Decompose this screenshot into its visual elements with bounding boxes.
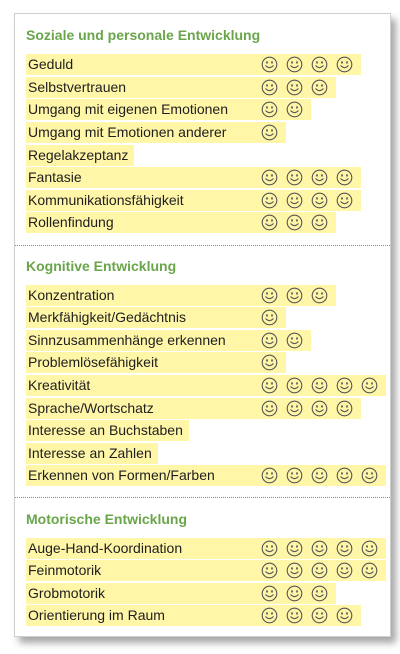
item-label: Regelakzeptanz — [28, 147, 129, 163]
smiley-icon — [261, 101, 278, 118]
list-item — [26, 330, 311, 351]
smiley-icon — [311, 400, 328, 417]
smiley-icon — [286, 540, 303, 557]
smiley-icon — [261, 585, 278, 602]
smiley-icon — [261, 467, 278, 484]
list-item — [26, 583, 336, 604]
item-label: Rollenfindung — [28, 214, 114, 230]
smiley-icon — [286, 377, 303, 394]
smiley-icon — [361, 540, 378, 557]
list-item — [26, 307, 286, 328]
smiley-icon — [261, 332, 278, 349]
smiley-icon — [286, 332, 303, 349]
item-label: Grobmotorik — [28, 585, 106, 601]
smiley-icon — [261, 56, 278, 73]
smiley-icon — [311, 562, 328, 579]
smiley-icon — [286, 585, 303, 602]
smiley-icon — [361, 467, 378, 484]
smiley-icon — [286, 287, 303, 304]
smiley-icon — [311, 585, 328, 602]
smiley-icon — [286, 400, 303, 417]
smiley-icon — [311, 540, 328, 557]
smiley-icon — [336, 192, 353, 209]
smiley-icon — [286, 214, 303, 231]
smiley-icon — [286, 56, 303, 73]
list-item — [26, 77, 336, 98]
item-label: Auge-Hand-Koordination — [28, 540, 183, 556]
smiley-icon — [286, 101, 303, 118]
smiley-icon — [261, 214, 278, 231]
item-label: Umgang mit Emotionen anderer — [28, 124, 227, 140]
smiley-icon — [261, 607, 278, 624]
smiley-icon — [311, 214, 328, 231]
development-report-card — [14, 13, 391, 637]
list-item — [26, 145, 134, 166]
section-divider — [15, 497, 390, 498]
item-label: Problemlösefähigkeit — [28, 354, 158, 370]
list-item — [26, 375, 386, 396]
smiley-icon — [261, 540, 278, 557]
smiley-icon — [361, 377, 378, 394]
list-item — [26, 54, 361, 75]
smiley-icon — [261, 124, 278, 141]
item-label: Orientierung im Raum — [28, 607, 165, 623]
smiley-icon — [311, 377, 328, 394]
smiley-icon — [311, 169, 328, 186]
section-title-social: Soziale und personale Entwicklung — [26, 27, 261, 43]
smiley-icon — [336, 400, 353, 417]
item-label: Interesse an Zahlen — [28, 445, 152, 461]
smiley-icon — [336, 169, 353, 186]
smiley-icon — [286, 192, 303, 209]
smiley-icon — [311, 192, 328, 209]
list-item — [26, 99, 311, 120]
item-label: Sprache/Wortschatz — [28, 400, 154, 416]
list-item — [26, 560, 386, 581]
smiley-icon — [286, 467, 303, 484]
list-item — [26, 538, 386, 559]
smiley-icon — [311, 79, 328, 96]
smiley-icon — [336, 607, 353, 624]
smiley-icon — [261, 309, 278, 326]
list-item — [26, 212, 336, 233]
item-label: Merkfähigkeit/Gedächtnis — [28, 309, 186, 325]
item-label: Fantasie — [28, 169, 82, 185]
smiley-icon — [261, 287, 278, 304]
smiley-icon — [261, 192, 278, 209]
smiley-icon — [361, 562, 378, 579]
item-label: Sinnzusammenhänge erkennen — [28, 332, 226, 348]
smiley-icon — [336, 540, 353, 557]
list-item — [26, 167, 361, 188]
list-item — [26, 420, 189, 441]
smiley-icon — [261, 79, 278, 96]
smiley-icon — [311, 467, 328, 484]
item-label: Geduld — [28, 56, 74, 72]
item-label: Erkennen von Formen/Farben — [28, 467, 215, 483]
item-label: Konzentration — [28, 287, 115, 303]
list-item — [26, 398, 361, 419]
smiley-icon — [336, 377, 353, 394]
item-label: Kommunikationsfähigkeit — [28, 192, 184, 208]
list-item — [26, 352, 286, 373]
smiley-icon — [311, 607, 328, 624]
smiley-icon — [261, 400, 278, 417]
section-title-motor: Motorische Entwicklung — [26, 511, 188, 527]
section-title-cognitive: Kognitive Entwicklung — [26, 258, 177, 274]
smiley-icon — [336, 467, 353, 484]
item-label: Selbstvertrauen — [28, 79, 127, 95]
smiley-icon — [286, 169, 303, 186]
smiley-icon — [286, 79, 303, 96]
list-item — [26, 190, 361, 211]
smiley-icon — [336, 56, 353, 73]
smiley-icon — [286, 607, 303, 624]
list-item — [26, 605, 361, 626]
item-label: Interesse an Buchstaben — [28, 422, 183, 438]
item-label: Feinmotorik — [28, 562, 102, 578]
list-item — [26, 285, 336, 306]
smiley-icon — [261, 562, 278, 579]
list-item — [26, 465, 386, 486]
section-divider — [15, 245, 390, 246]
item-label: Kreativität — [28, 377, 91, 393]
smiley-icon — [261, 377, 278, 394]
smiley-icon — [336, 562, 353, 579]
smiley-icon — [286, 562, 303, 579]
smiley-icon — [261, 354, 278, 371]
smiley-icon — [311, 287, 328, 304]
smiley-icon — [261, 169, 278, 186]
list-item — [26, 443, 158, 464]
item-label: Umgang mit eigenen Emotionen — [28, 101, 229, 117]
smiley-icon — [311, 56, 328, 73]
list-item — [26, 122, 286, 143]
